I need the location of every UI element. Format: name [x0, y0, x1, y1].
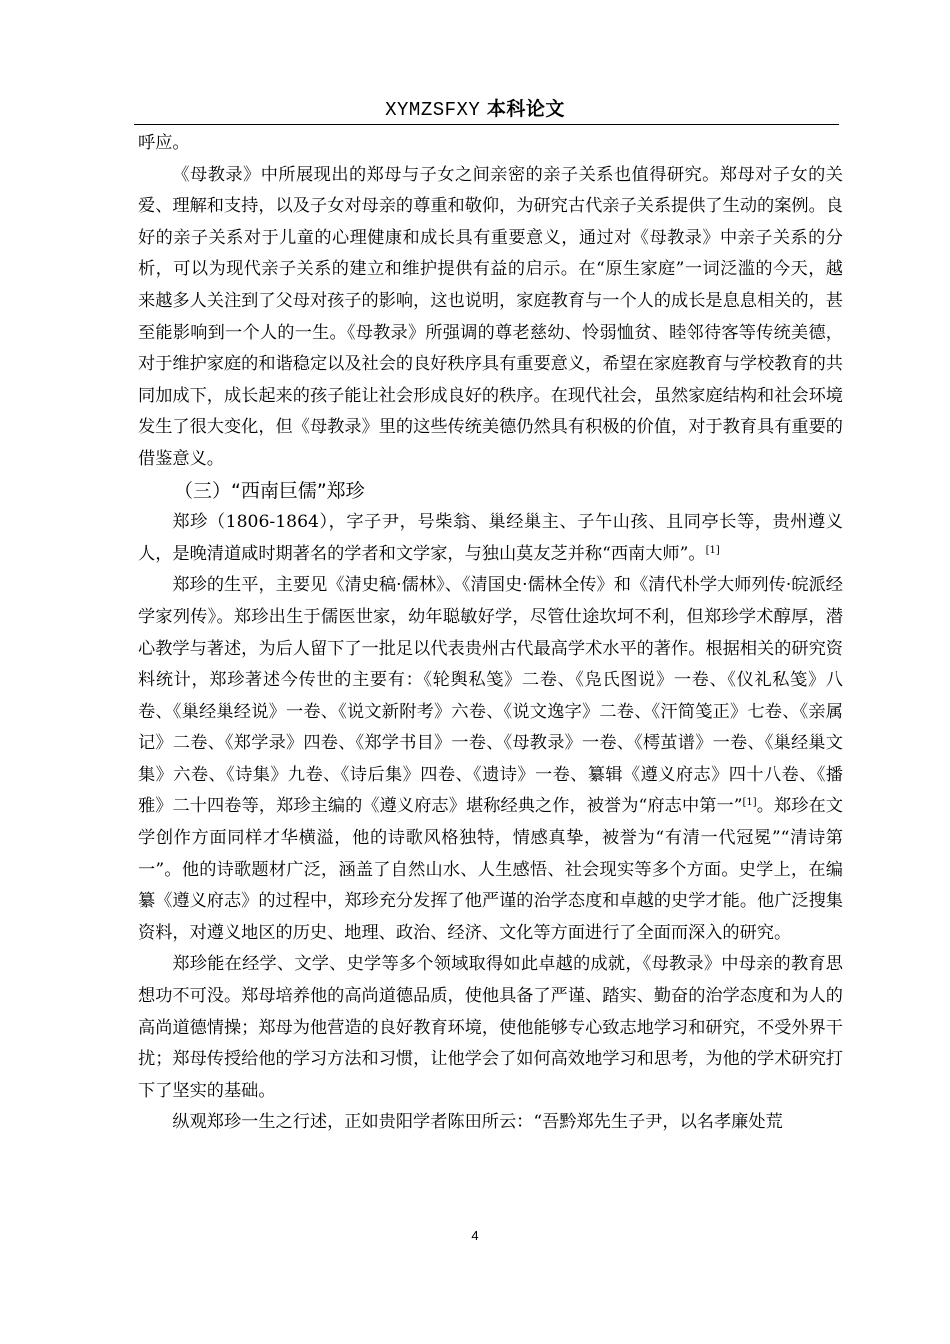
body-text — [138, 128, 843, 1139]
paragraph-text: 郑珍能在经学、文学、史学等多个领域取得如此卓越的成就，《母教录》中母亲的教育思想功不可没。郑母培养他的高尚道德品质，使他具备了严谨、踏实、勤奋的治学态度和为人的高尚道德情操；郑母为他营造的良好教育环境，使他能够专心致志地学习和研究，不受外界干扰；郑母传授给他的学习方法和习惯，让他学会了如何高效地学习和思考，为他的学术研究打下了坚实的基础。 — [138, 954, 843, 1101]
section-heading: （三）“西南巨儒”郑珍 — [174, 479, 365, 502]
paragraph — [138, 128, 843, 160]
header-title: 本科论文 — [486, 98, 565, 120]
paragraph — [138, 949, 843, 1107]
paragraph — [138, 507, 843, 570]
paragraph-text: 郑珍的生平，主要见《清史稿·儒林》、《清国史·儒林全传》和《清代朴学大师列传·皖派经学家列传》。郑珍出生于儒医世家，幼年聪敏好学，尽管仕途坎坷不利，但郑珍学术醇厚，潜心教学与著述，为后人留下了一批足以代表贵州古代最高学术水平的著作。根据相关的研究资料统计，郑珍著述今传世的主要有：《轮舆私笺》二卷、《凫氏图说》一卷、《仪礼私笺》八卷、《巢经巢经说》一卷、《说文新附考》六卷、《说文逸字》二卷、《汗简笺正》七卷、《亲属记》二卷、《郑学录》四卷、《郑学书目》一卷、《母教录》一卷、《樗茧谱》一卷、《巢经巢文集》六卷、《诗集》九卷、《诗后集》四卷、《遗诗》一卷、纂辑《遵义府志》四十八卷、《播雅》二十四卷等，郑珍主编的《遵义府志》堪称经典之作，被誉为“府志中第一” — [138, 575, 843, 817]
paragraph-text: 《母教录》中所展现出的郑母与子女之间亲密的亲子关系也值得研究。郑母对子女的关爱、理解和支持，以及子女对母亲的尊重和敬仰，为研究古代亲子关系提供了生动的案例。良好的亲子关系对于儿童的心理健康和成长具有重要意义，通过对《母教录》中亲子关系的分析，可以为现代亲子关系的建立和维护提供有益的启示。在“原生家庭”一词泛滥的今天，越来越多人关注到了父母对孩子的影响，这也说明，家庭教育与一个人的成长是息息相关的，甚至能影响到一个人的一生。《母教录》所强调的尊老慈幼、怜弱恤贫、睦邻待客等传统美德，对于维护家庭的和谐稳定以及社会的良好秩序具有重要意义，希望在家庭教育与学校教育的共同加成下，成长起来的孩子能让社会形成良好的秩序。在现代社会，虽然家庭结构和社会环境发生了很大变化，但《母教录》里的这些传统美德仍然具有积极的价值，对于教育具有重要的借鉴意义。 — [138, 164, 843, 469]
paragraph — [138, 160, 843, 476]
paragraph-text: 。郑珍在文学创作方面同样才华横溢，他的诗歌风格独特，情感真挚，被誉为“有清一代冠冕”“清诗第一”。他的诗歌题材广泛，涵盖了自然山水、人生感悟、社会现实等多个方面。史学上，在编纂《遵义府志》的过程中，郑珍充分发挥了他严谨的治学态度和卓越的史学才能。他广泛搜集资料，对遵义地区的历史、地理、政治、经济、文化等方面进行了全面而深入的研究。 — [138, 796, 843, 943]
paragraph-text: 郑珍（1806-1864），字子尹，号柴翁、巢经巢主、子午山孩、且同亭长等，贵州遵义人，是晚清道咸时期著名的学者和文学家，与独山莫友芝并称“西南大师”。 — [138, 512, 843, 564]
page-header — [0, 94, 950, 121]
header-rule — [134, 124, 839, 125]
paragraph-text: 纵观郑珍一生之行述，正如贵阳学者陈田所云：“吾黔郑先生子尹，以名孝廉处荒 — [172, 1112, 783, 1133]
citation: [1] — [705, 544, 720, 556]
citation: [1] — [742, 797, 757, 809]
paragraph — [138, 1107, 843, 1139]
paragraph — [138, 570, 843, 949]
page-number: 4 — [471, 1228, 479, 1243]
paragraph-text: 呼应。 — [138, 133, 190, 153]
header-code: XYMZSFXY — [385, 99, 481, 121]
